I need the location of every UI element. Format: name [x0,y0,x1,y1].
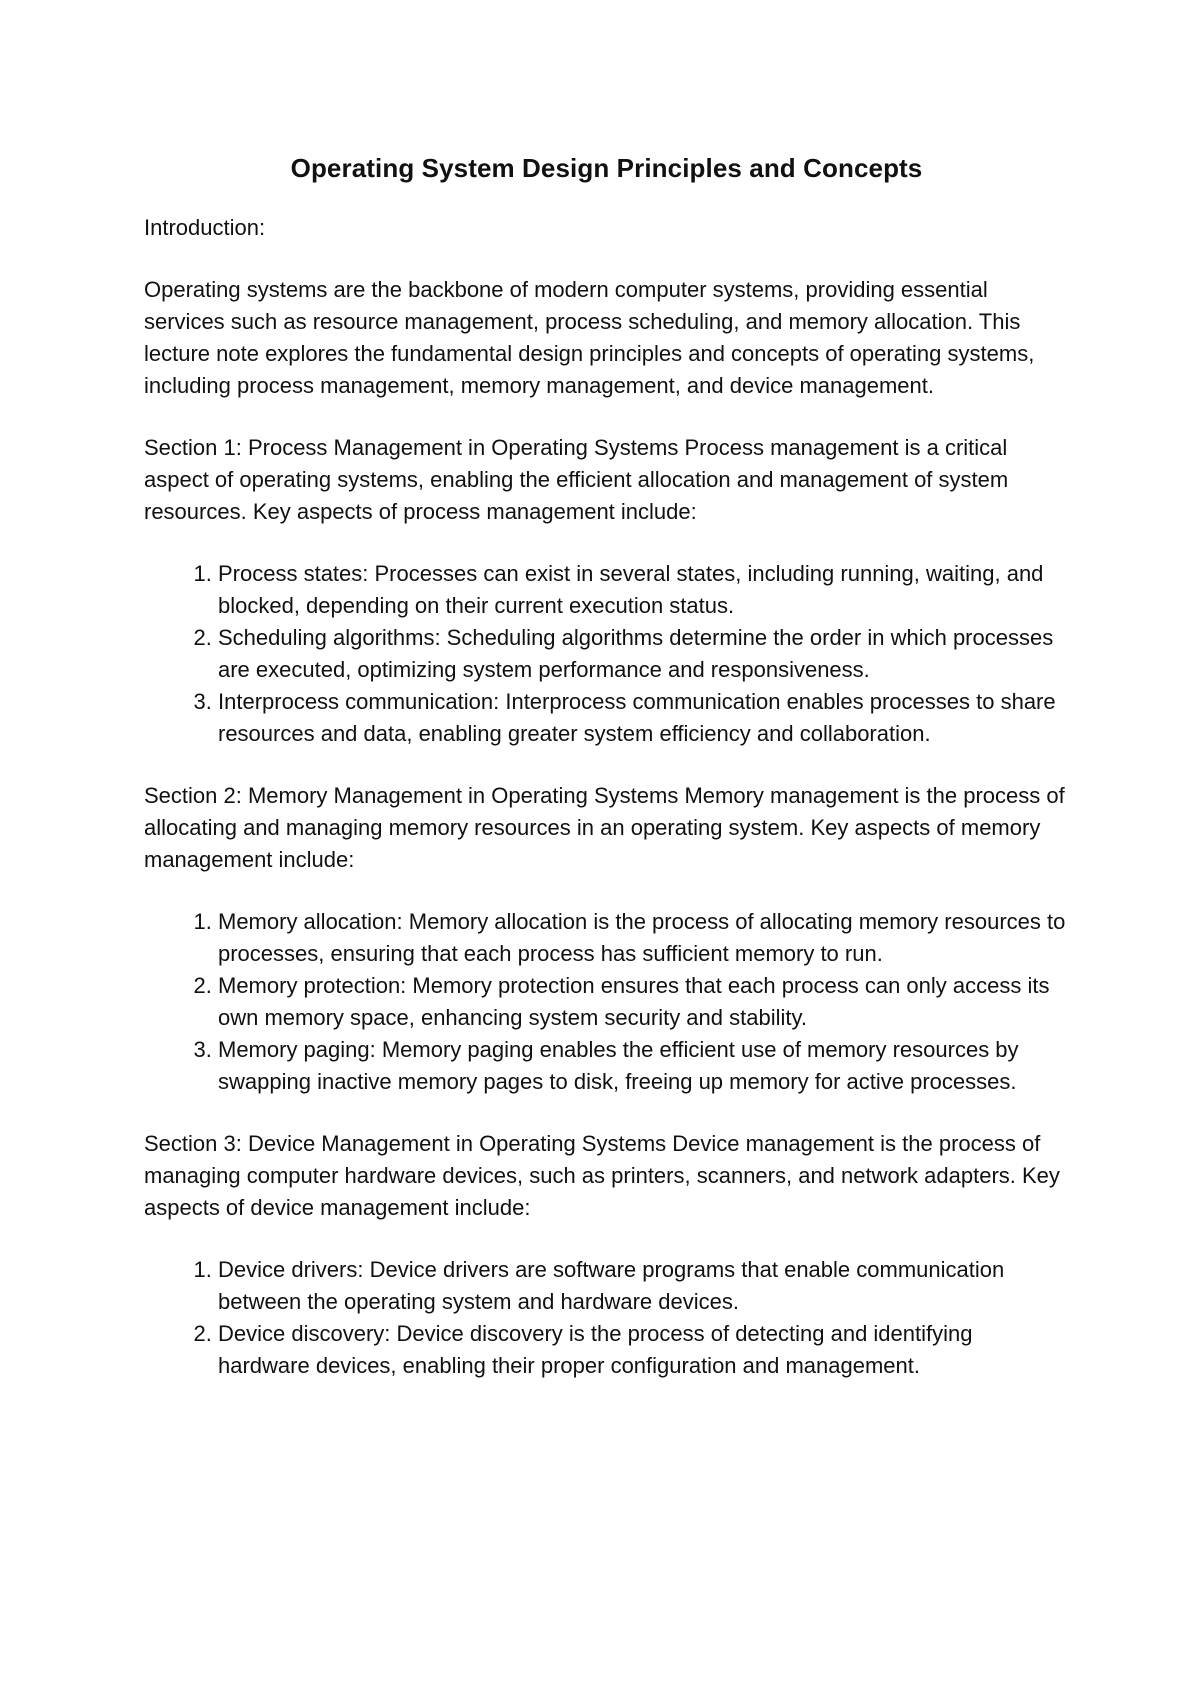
list-item: 1. Device drivers: Device drivers are software programs that enable communication between the operating system and hardware devices. [218,1254,1069,1318]
section-1-list [144,558,1069,750]
intro-heading: Introduction: [144,215,266,240]
list-item: 2. Scheduling algorithms: Scheduling algorithms determine the order in which processes are executed, optimizing system performance and responsiveness. [218,622,1069,686]
section-2-list [144,906,1069,1098]
list-item: 2. Device discovery: Device discovery is the process of detecting and identifying hardware devices, enabling their proper configuration and management. [218,1318,1069,1382]
section-2-paragraph: Section 2: Memory Management in Operating Systems Memory management is the process of allocating and managing memory resources in an operating system. Key aspects of memory management include: [144,783,1065,872]
list-item: 3. Memory paging: Memory paging enables the efficient use of memory resources by swapping inactive memory pages to disk, freeing up memory for active processes. [218,1034,1069,1098]
intro-paragraph: Operating systems are the backbone of modern computer systems, providing essential services such as resource management, process scheduling, and memory allocation. This lecture note explores the fundamental design principles and concepts of operating systems, including process management, memory management, and device management. [144,277,1035,398]
section-3-paragraph: Section 3: Device Management in Operating Systems Device management is the process of managing computer hardware devices, such as printers, scanners, and network adapters. Key aspects of device management include: [144,1131,1060,1220]
list-item: 1. Memory allocation: Memory allocation is the process of allocating memory resources to processes, ensuring that each process has sufficient memory to run. [218,906,1069,970]
list-item: 2. Memory protection: Memory protection ensures that each process can only access its own memory space, enhancing system security and stability. [218,970,1069,1034]
document-content [144,150,1069,1412]
list-item: 3. Interprocess communication: Interprocess communication enables processes to share resources and data, enabling greater system efficiency and collaboration. [218,686,1069,750]
document-title: Operating System Design Principles and Concepts [290,153,923,183]
section-1-paragraph: Section 1: Process Management in Operating Systems Process management is a critical aspect of operating systems, enabling the efficient allocation and management of system resources. Key aspects of process management include: [144,435,1009,524]
list-item: 1. Process states: Processes can exist in several states, including running, waiting, and blocked, depending on their current execution status. [218,558,1069,622]
section-3-list [144,1254,1069,1382]
